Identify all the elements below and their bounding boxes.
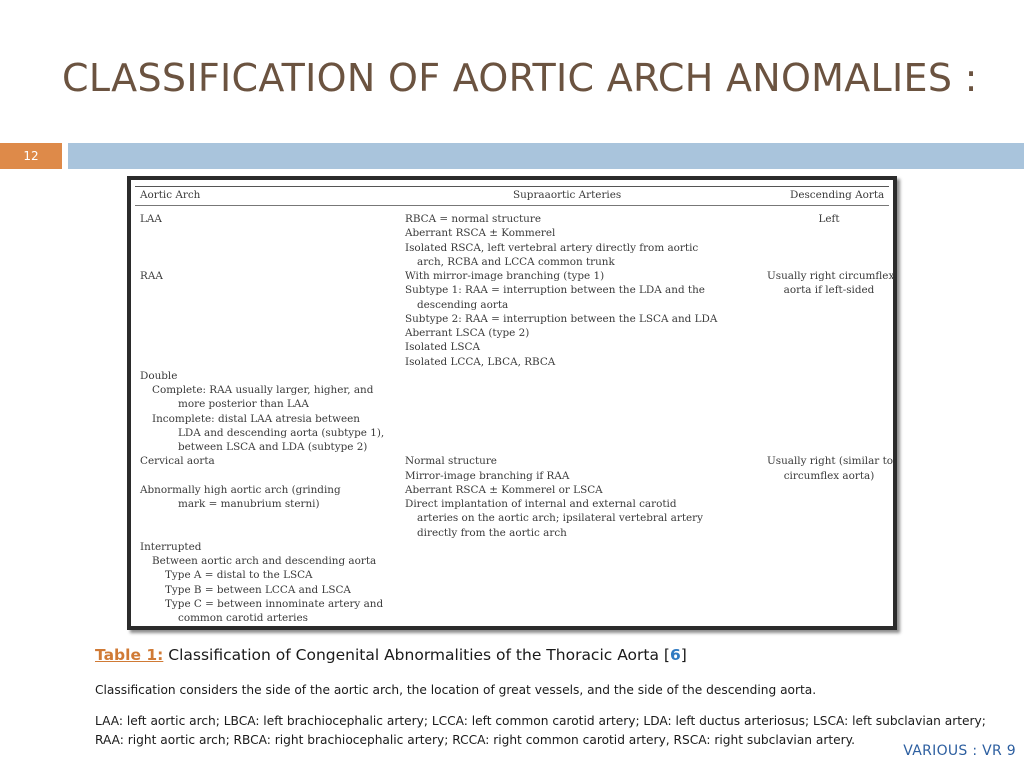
aortic-arch-cell: Type B = between LCCA and LSCA — [165, 583, 351, 596]
footer-label: VARIOUS : VR 9 — [903, 743, 1016, 759]
aortic-arch-cell: Interrupted — [140, 540, 202, 553]
supraaortic-arteries-cell: Isolated LCCA, LBCA, RBCA — [405, 355, 556, 368]
header-rule-bar — [68, 143, 1024, 169]
table-header-supraaortic-arteries: Supraaortic Arteries — [513, 189, 622, 201]
caption-close-bracket: ] — [680, 646, 687, 664]
aortic-arch-cell: Type C = between innominate artery and — [165, 597, 384, 610]
supraaortic-arteries-cell: Isolated RSCA, left vertebral artery directly from aortic — [405, 241, 699, 254]
supraaortic-arteries-cell: Aberrant RSCA ± Kommerel or LSCA — [405, 483, 603, 496]
supraaortic-arteries-cell: Direct implantation of internal and external carotid — [405, 498, 677, 510]
aortic-arch-cell: RAA — [140, 270, 163, 282]
aortic-arch-cell: Between aortic arch and descending aorta — [152, 555, 377, 567]
aortic-arch-cell: Complete: RAA usually larger, higher, and — [152, 384, 374, 396]
aortic-arch-cell: Type A = distal to the LSCA — [165, 569, 313, 582]
supraaortic-arteries-cell: Aberrant RSCA ± Kommerel — [405, 227, 556, 240]
supraaortic-arteries-cell: arteries on the aortic arch; ipsilateral vertebral artery — [417, 512, 703, 525]
aortic-arch-cell: Cervical aorta — [140, 455, 215, 468]
slide-number: 12 — [0, 143, 62, 169]
supraaortic-arteries-cell: Isolated LSCA — [405, 341, 480, 354]
supraaortic-arteries-cell: Normal structure — [405, 455, 497, 468]
descending-aorta-cell: circumflex aorta) — [783, 469, 875, 482]
caption-label: Table 1: — [95, 646, 164, 664]
supraaortic-arteries-cell: RBCA = normal structure — [405, 213, 541, 225]
caption-text: Classification of Congenital Abnormalities of the Thoracic Aorta [ — [168, 646, 670, 664]
table-header-aortic-arch: Aortic Arch — [140, 189, 201, 201]
supraaortic-arteries-cell: Subtype 2: RAA = interruption between the LSCA and LDA — [405, 312, 718, 325]
abbreviations-line-2: RAA: right aortic arch; RBCA: right brachiocephalic artery; RCCA: right common carotid artery, RSCA: right subclavian artery. — [95, 733, 856, 747]
aortic-arch-cell: more posterior than LAA — [178, 398, 309, 411]
supraaortic-arteries-cell: Subtype 1: RAA = interruption between the LDA and the — [405, 284, 705, 297]
supraaortic-arteries-cell: arch, RCBA and LCCA common trunk — [417, 255, 615, 268]
table-header-descending-aorta: Descending Aorta — [790, 189, 885, 201]
aortic-arch-cell: between LSCA and LDA (subtype 2) — [178, 441, 368, 453]
aortic-arch-cell: Abnormally high aortic arch (grinding — [140, 483, 341, 496]
aortic-arch-cell: mark = manubrium sterni) — [178, 498, 320, 510]
aortic-arch-cell: LAA — [140, 213, 162, 225]
supraaortic-arteries-cell: Mirror-image branching if RAA — [405, 469, 570, 482]
classification-table — [127, 176, 897, 630]
table-header-row — [135, 186, 889, 206]
table-caption — [95, 646, 1015, 664]
classification-note: Classification considers the side of the aortic arch, the location of great vessels, and the side of the descending aorta. — [95, 683, 817, 697]
descending-aorta-cell: Left — [818, 213, 840, 225]
caption-reference[interactable]: 6 — [669, 646, 681, 664]
slide-title: CLASSIFICATION OF AORTIC ARCH ANOMALIES : — [62, 56, 978, 100]
descending-aorta-cell: Usually right circumflex — [767, 270, 895, 282]
supraaortic-arteries-cell: Aberrant LSCA (type 2) — [405, 327, 530, 339]
supraaortic-arteries-cell: descending aorta — [417, 298, 509, 311]
supraaortic-arteries-cell: directly from the aortic arch — [417, 526, 567, 539]
supraaortic-arteries-cell: With mirror-image branching (type 1) — [405, 270, 605, 282]
aortic-arch-cell: Incomplete: distal LAA atresia between — [152, 412, 360, 425]
aortic-arch-cell: LDA and descending aorta (subtype 1), — [178, 426, 385, 439]
descending-aorta-cell: Usually right (similar to — [767, 455, 894, 468]
aortic-arch-cell: common carotid arteries — [178, 612, 308, 624]
descending-aorta-cell: aorta if left-sided — [783, 284, 875, 297]
aortic-arch-cell: Double — [140, 369, 178, 382]
abbreviations-line-1: LAA: left aortic arch; LBCA: left brachiocephalic artery; LCCA: left common carotid artery; LDA: left ductus arteriosus; LSCA: left subclavian artery; — [95, 714, 986, 728]
